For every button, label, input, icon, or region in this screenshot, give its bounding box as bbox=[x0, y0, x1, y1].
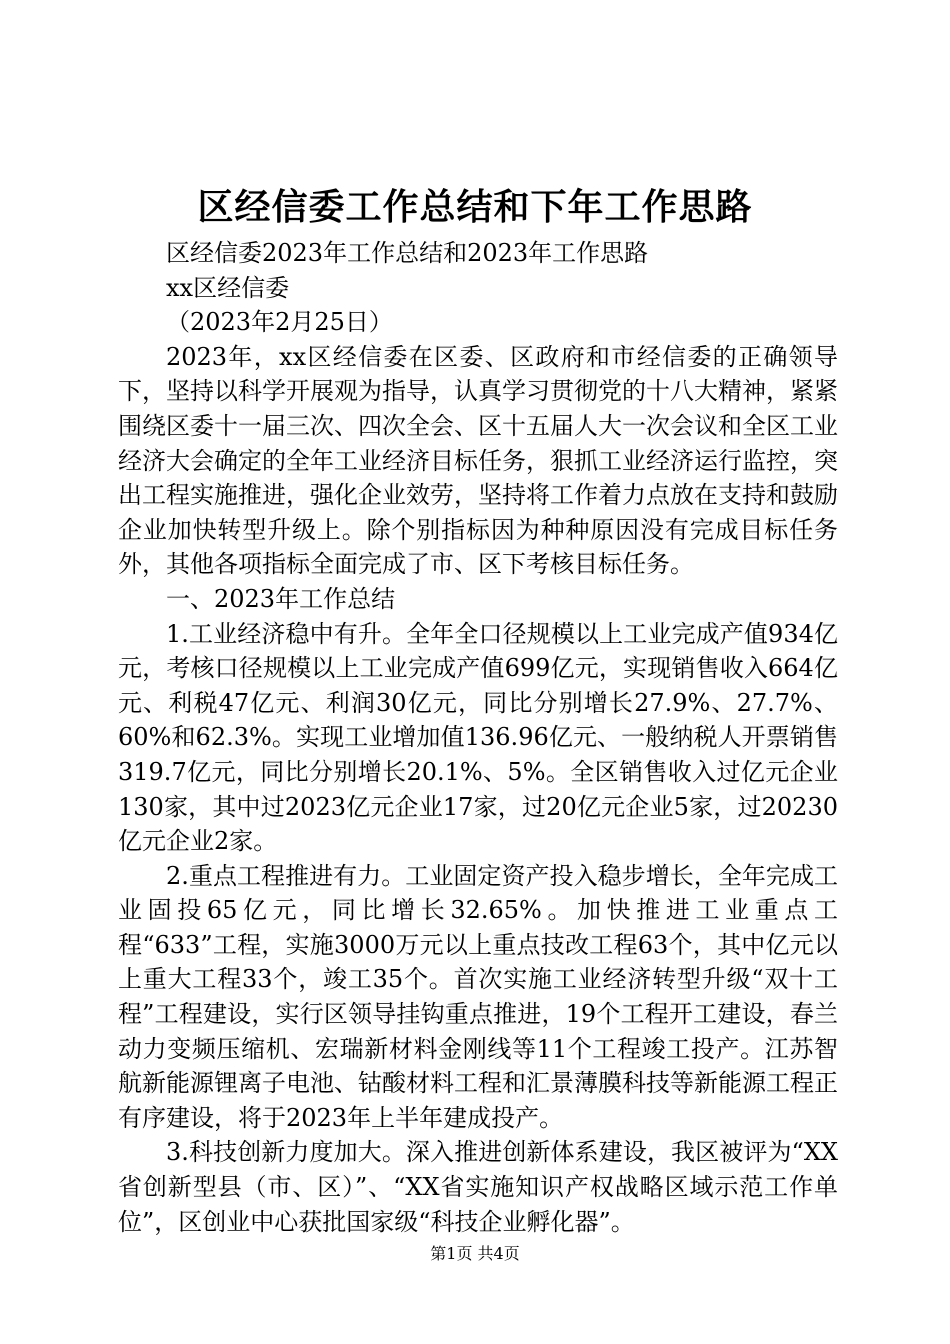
author-paragraph: xx区经信委 bbox=[166, 273, 290, 302]
document-title: 区经信委工作总结和下年工作思路 bbox=[197, 187, 753, 228]
document-body bbox=[118, 236, 838, 1239]
section-heading: 一、2023年工作总结 bbox=[166, 584, 396, 613]
item-3-paragraph: 3.科技创新力度加大。深入推进创新体系建设，我区被评为“XX省创新型县（市、区）”、“XX省实施知识产权战略区域示范工作单位”，区创业中心获批国家级“科技企业孵化器”。 bbox=[118, 1138, 838, 1236]
page-footer: 第1页 共4页 bbox=[430, 1244, 520, 1263]
item-1-paragraph: 1.工业经济稳中有升。全年全口径规模以上工业完成产值934亿元，考核口径规模以上工业完成产值699亿元，实现销售收入664亿元、利税47亿元、利润30亿元，同比分别增长27.9%、27.7%、60%和62.3%。实现工业增加值136.96亿元、一般纳税人开票销售319.7亿元，同比分别增长20.1%、5%。全区销售收入过亿元企业130家，其中过2023亿元企业17家，过20亿元企业5家，过20230亿元企业2家。 bbox=[118, 619, 838, 856]
intro-paragraph: 2023年，xx区经信委在区委、区政府和市经信委的正确领导下，坚持以科学开展观为指导，认真学习贯彻党的十八大精神，紧紧围绕区委十一届三次、四次全会、区十五届人大一次会议和全区工业经济大会确定的全年工业经济目标任务，狠抓工业经济运行监控，突出工程实施推进，强化企业效劳，坚持将工作着力点放在支持和鼓励企业加快转型升级上。除个别指标因为种种原因没有完成目标任务外，其他各项指标全面完成了市、区下考核目标任务。 bbox=[118, 342, 838, 579]
date-paragraph: （2023年2月25日） bbox=[166, 308, 393, 337]
subtitle-paragraph: 区经信委2023年工作总结和2023年工作思路 bbox=[166, 239, 649, 267]
item-2-paragraph: 2.重点工程推进有力。工业固定资产投入稳步增长，全年完成工业固投65亿元，同比增长32.65%。加快推进工业重点工程“633”工程，实施3000万元以上重点技改工程63个，其中亿元以上重大工程33个，竣工35个。首次实施工业经济转型升级“双十工程”工程建设，实行区领导挂钩重点推进，19个工程开工建设，春兰动力变频压缩机、宏瑞新材料金刚线等11个工程竣工投产。江苏智航新能源锂离子电池、钴酸材料工程和汇景薄膜科技等新能源工程正有序建设，将于2023年上半年建成投产。 bbox=[118, 861, 838, 1132]
